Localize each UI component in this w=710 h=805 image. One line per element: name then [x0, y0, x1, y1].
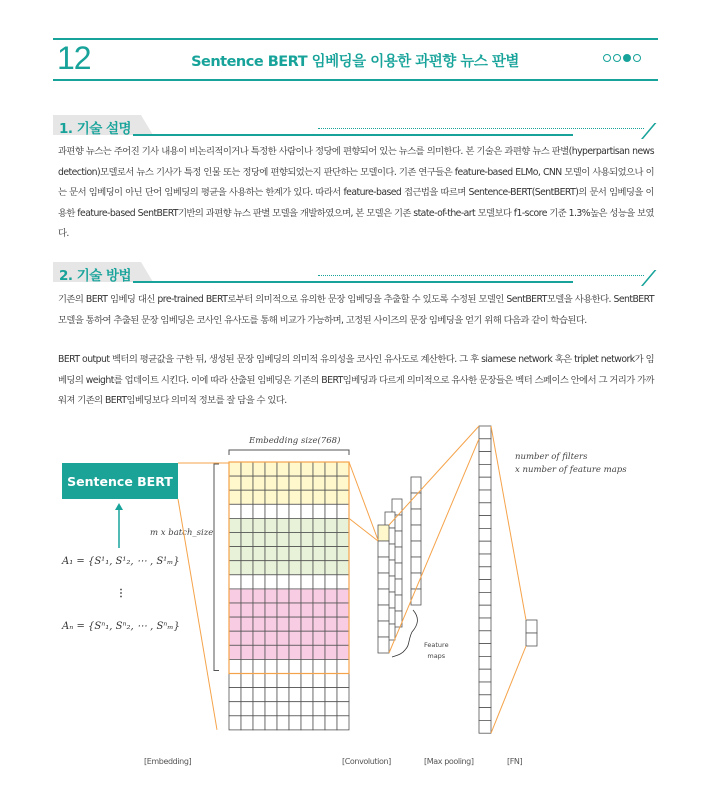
embedding-cell — [229, 575, 241, 589]
embedding-cell — [229, 476, 241, 490]
embedding-cell — [277, 603, 289, 617]
embedding-cell — [313, 688, 325, 702]
maxpool-cell — [479, 528, 491, 541]
embedding-cell — [277, 659, 289, 673]
embedding-cell — [325, 547, 337, 561]
embedding-cell — [313, 462, 325, 476]
embedding-cell — [229, 603, 241, 617]
embedding-cell — [229, 589, 241, 603]
embedding-cell — [241, 617, 253, 631]
embedding-cell — [229, 533, 241, 547]
embedding-cell — [241, 603, 253, 617]
document-title: Sentence BERT 임베딩을 이용한 과편향 뉴스 판별 — [191, 54, 519, 70]
embedding-cell — [289, 688, 301, 702]
embedding-cell — [277, 631, 289, 645]
maxpool-cell — [479, 682, 491, 695]
section-2-paragraph-1: 기존의 BERT 임베딩 대신 pre-trained BERT로부터 의미적으로 유의한 문장 임베딩을 추출할 수 있도록 수정된 모델인 SentBERT모델을 사용한다. SentBERT모델을 통하여 추출된 문장 임베딩은 코사인 유사도를 통해 비교가 가능하며, 고정된 사이즈의 문장 임베딩을 얻기 위해 다음과 같이 학습된다. — [58, 294, 654, 326]
embedding-cell — [325, 659, 337, 673]
embedding-cell — [277, 518, 289, 532]
embedding-cell — [337, 603, 349, 617]
feature-map-cell — [411, 509, 421, 525]
feature-map-cell — [378, 589, 389, 605]
embedding-cell — [241, 561, 253, 575]
embedding-cell — [325, 688, 337, 702]
embedding-cell — [325, 518, 337, 532]
embedding-cell — [241, 716, 253, 730]
embedding-cell — [277, 561, 289, 575]
embedding-cell — [337, 659, 349, 673]
embedding-cell — [241, 645, 253, 659]
embedding-cell — [313, 547, 325, 561]
conv-filter-line-top — [349, 462, 378, 540]
embedding-cell — [253, 533, 265, 547]
fn-cell — [526, 620, 537, 633]
embedding-cell — [337, 504, 349, 518]
pool-line-bottom — [389, 439, 479, 653]
embedding-cell — [253, 631, 265, 645]
embedding-cell — [265, 476, 277, 490]
embedding-cell — [241, 504, 253, 518]
embedding-cell — [265, 504, 277, 518]
embedding-cell — [253, 575, 265, 589]
embedding-cell — [253, 716, 265, 730]
embedding-cell — [265, 533, 277, 547]
embedding-cell — [277, 688, 289, 702]
embedding-cell — [241, 659, 253, 673]
embedding-cell — [289, 702, 301, 716]
embedding-cell — [253, 589, 265, 603]
embedding-cell — [337, 617, 349, 631]
embedding-cell — [337, 533, 349, 547]
embedding-cell — [229, 631, 241, 645]
embedding-cell — [313, 476, 325, 490]
embedding-cell — [301, 547, 313, 561]
embedding-cell — [277, 674, 289, 688]
filters-label-line1: number of filters — [515, 452, 588, 462]
bert-to-embedding-line-bottom — [178, 499, 217, 730]
embedding-cell — [277, 533, 289, 547]
embedding-cell — [337, 716, 349, 730]
embedding-cell — [301, 617, 313, 631]
maxpool-cell — [479, 477, 491, 490]
embedding-cell — [229, 504, 241, 518]
maxpool-cell — [479, 656, 491, 669]
embedding-cell — [325, 504, 337, 518]
batch-size-label: m x batch_size — [150, 528, 214, 538]
maxpool-cell — [479, 439, 491, 452]
embedding-cell — [301, 688, 313, 702]
caption-max-pooling: [Max pooling] — [424, 757, 474, 766]
embedding-cell — [289, 547, 301, 561]
embedding-cell — [313, 659, 325, 673]
embedding-cell — [253, 645, 265, 659]
embedding-cell — [337, 688, 349, 702]
embedding-cell — [289, 561, 301, 575]
embedding-cell — [277, 617, 289, 631]
embedding-cell — [313, 504, 325, 518]
embedding-cell — [313, 631, 325, 645]
embedding-cell — [337, 674, 349, 688]
embedding-cell — [313, 561, 325, 575]
embedding-cell — [337, 462, 349, 476]
embedding-cell — [337, 702, 349, 716]
page-number: 12 — [57, 40, 91, 76]
embedding-cell — [241, 462, 253, 476]
embedding-cell — [301, 504, 313, 518]
embedding-cell — [253, 659, 265, 673]
embedding-cell — [265, 490, 277, 504]
maxpool-cell — [479, 516, 491, 529]
embedding-cell — [313, 674, 325, 688]
embedding-cell — [265, 716, 277, 730]
feature-map-cell — [378, 573, 389, 589]
embedding-cell — [241, 533, 253, 547]
embedding-cell — [253, 674, 265, 688]
embedding-cell — [253, 702, 265, 716]
embedding-cell — [313, 617, 325, 631]
maxpool-cell — [479, 490, 491, 503]
embedding-cell — [301, 674, 313, 688]
maxpool-cell — [479, 464, 491, 477]
embedding-cell — [265, 674, 277, 688]
embedding-cell — [241, 674, 253, 688]
maxpool-cell — [479, 720, 491, 733]
feature-maps-label-line1: Feature — [424, 641, 449, 649]
embedding-cell — [337, 561, 349, 575]
fn-line-bottom — [491, 646, 526, 733]
filters-label-line2: x number of feature maps — [515, 465, 627, 475]
embedding-cell — [301, 462, 313, 476]
embedding-cell — [265, 688, 277, 702]
embedding-cell — [277, 547, 289, 561]
embedding-cell — [265, 659, 277, 673]
embedding-cell — [229, 702, 241, 716]
embedding-cell — [289, 617, 301, 631]
embedding-cell — [301, 702, 313, 716]
caption-convolution: [Convolution] — [342, 757, 391, 766]
embedding-cell — [289, 659, 301, 673]
embedding-cell — [253, 490, 265, 504]
maxpool-cell — [479, 708, 491, 721]
embedding-cell — [301, 659, 313, 673]
embedding-cell — [325, 476, 337, 490]
sentence-bert-box: Sentence BERT — [62, 463, 178, 499]
embedding-cell — [337, 490, 349, 504]
batch-size-bracket — [214, 464, 219, 671]
embedding-cell — [289, 504, 301, 518]
feature-map-cell — [411, 525, 421, 541]
maxpool-cell — [479, 426, 491, 439]
feature-map-cell — [378, 605, 389, 621]
embedding-cell — [241, 688, 253, 702]
embedding-cell — [229, 462, 241, 476]
embedding-cell — [229, 659, 241, 673]
embedding-cell — [277, 490, 289, 504]
embedding-cell — [325, 617, 337, 631]
feature-map-cell — [378, 621, 389, 637]
embedding-cell — [337, 476, 349, 490]
embedding-cell — [265, 547, 277, 561]
embedding-cell — [229, 617, 241, 631]
embedding-cell — [325, 631, 337, 645]
embedding-cell — [241, 575, 253, 589]
caption-fn: [FN] — [507, 757, 523, 766]
maxpool-cell — [479, 644, 491, 657]
embedding-cell — [337, 518, 349, 532]
embedding-cell — [265, 518, 277, 532]
embedding-cell — [253, 561, 265, 575]
embedding-cell — [289, 476, 301, 490]
embedding-cell — [241, 490, 253, 504]
embedding-cell — [229, 547, 241, 561]
embedding-cell — [313, 702, 325, 716]
section-1-paragraph: 과편향 뉴스는 주어진 기사 내용이 비논리적이거나 특정한 사람이나 정당에 편향되어 있는 뉴스를 의미한다. 본 기술은 과편향 뉴스 판별(hyperpartisan news detection)모델로서 뉴스 기사가 특정 인물 또는 정당에 편향되었는지 판단하는 모델이다. 기존 연구들은 feature-based ELMo, CNN 모델이 사용되었으나 이는 문서 임베딩이 아닌 단어 임베딩의 평균을 사용하는 한계가 있다. 따라서 feature-based 접근법을 따르며 Sentence-BERT(SentBERT)의 문서 임베딩을 이용한 feature-based SentBERT기반의 과편향 뉴스 판별 모델을 개발하였으며, 본 모델은 기존 state-of-the-art 모델보다 f1-score 기준 1.3%높은 성능을 보였다. — [58, 146, 654, 239]
feature-maps-label-line2: maps — [427, 652, 446, 660]
feature-map-cell — [411, 477, 421, 493]
embedding-cell — [301, 645, 313, 659]
maxpool-cell — [479, 605, 491, 618]
embedding-cell — [277, 462, 289, 476]
embedding-cell — [289, 589, 301, 603]
formula-last-batch: Aₙ = {Sⁿ₁, Sⁿ₂, ⋯ , Sⁿₘ} — [62, 621, 180, 632]
maxpool-cell — [479, 631, 491, 644]
maxpool-cell — [479, 669, 491, 682]
embedding-cell — [277, 476, 289, 490]
embedding-cell — [265, 702, 277, 716]
section-2-paragraph-2: BERT output 벡터의 평균값을 구한 뒤, 생성된 문장 임베딩의 의미적 유의성을 코사인 유사도로 계산한다. 그 후 siamese network 혹은 triplet network가 임베딩의 weight를 업데이트 시킨다. 이에 따라 산출된 임베딩은 기존의 BERT임베딩과 다르게 의미적으로 유사한 문장들은 벡터 스페이스 안에서 그 거리가 가까워져 기존의 BERT임베딩보다 의미적 정보를 잘 담을 수 있다. — [58, 354, 654, 406]
embedding-cell — [253, 688, 265, 702]
embedding-cell — [337, 631, 349, 645]
embedding-cell — [229, 518, 241, 532]
embedding-cell — [301, 490, 313, 504]
embedding-cell — [253, 603, 265, 617]
embedding-cell — [337, 645, 349, 659]
embedding-cell — [241, 476, 253, 490]
embedding-cell — [229, 674, 241, 688]
embedding-cell — [301, 575, 313, 589]
embedding-cell — [265, 617, 277, 631]
embedding-cell — [313, 518, 325, 532]
embedding-cell — [265, 561, 277, 575]
embedding-cell — [313, 603, 325, 617]
embedding-cell — [337, 575, 349, 589]
embedding-cell — [325, 603, 337, 617]
embedding-size-bracket — [229, 450, 349, 455]
maxpool-cell — [479, 580, 491, 593]
caption-embedding: [Embedding] — [144, 757, 192, 766]
pool-line-top — [389, 426, 479, 525]
embedding-cell — [265, 645, 277, 659]
embedding-cell — [289, 462, 301, 476]
embedding-cell — [301, 561, 313, 575]
embedding-cell — [277, 645, 289, 659]
embedding-cell — [301, 716, 313, 730]
embedding-cell — [253, 462, 265, 476]
embedding-cell — [241, 702, 253, 716]
feature-map-cell — [378, 541, 389, 557]
maxpool-cell — [479, 618, 491, 631]
feature-map-cell — [378, 637, 389, 653]
embedding-cell — [253, 504, 265, 518]
section-title: 2. 기술 방법 — [59, 268, 132, 284]
embedding-cell — [265, 631, 277, 645]
embedding-cell — [253, 617, 265, 631]
embedding-cell — [241, 547, 253, 561]
formula-ellipsis: ⋮ — [116, 588, 126, 599]
embedding-cell — [277, 575, 289, 589]
embedding-cell — [313, 716, 325, 730]
maxpool-cell — [479, 452, 491, 465]
embedding-cell — [325, 575, 337, 589]
maxpool-cell — [479, 592, 491, 605]
embedding-cell — [253, 547, 265, 561]
embedding-cell — [241, 631, 253, 645]
maxpool-cell — [479, 554, 491, 567]
embedding-cell — [325, 674, 337, 688]
embedding-cell — [301, 518, 313, 532]
embedding-cell — [241, 589, 253, 603]
embedding-cell — [301, 476, 313, 490]
embedding-cell — [337, 589, 349, 603]
embedding-cell — [289, 575, 301, 589]
fn-cell — [526, 633, 537, 646]
maxpool-cell — [479, 567, 491, 580]
embedding-cell — [301, 603, 313, 617]
embedding-cell — [325, 533, 337, 547]
embedding-cell — [253, 518, 265, 532]
maxpool-cell — [479, 695, 491, 708]
feature-map-cell — [411, 541, 421, 557]
embedding-cell — [301, 589, 313, 603]
embedding-cell — [277, 504, 289, 518]
embedding-cell — [301, 631, 313, 645]
embedding-cell — [313, 589, 325, 603]
embedding-cell — [325, 645, 337, 659]
embedding-cell — [301, 533, 313, 547]
embedding-cell — [229, 645, 241, 659]
feature-map-cell — [411, 557, 421, 573]
maxpool-cell — [479, 503, 491, 516]
input-arrow-head — [115, 503, 123, 510]
embedding-cell — [289, 518, 301, 532]
embedding-cell — [265, 589, 277, 603]
embedding-cell — [289, 645, 301, 659]
embedding-cell — [277, 716, 289, 730]
embedding-cell — [313, 575, 325, 589]
embedding-cell — [325, 462, 337, 476]
feature-map-cell — [378, 557, 389, 573]
embedding-cell — [277, 702, 289, 716]
embedding-cell — [253, 476, 265, 490]
embedding-cell — [265, 575, 277, 589]
formula-first-batch: A₁ = {S¹₁, S¹₂, ⋯ , S¹ₘ} — [62, 556, 180, 567]
feature-map-cell — [378, 525, 389, 541]
embedding-size-label: Embedding size(768) — [249, 436, 341, 446]
embedding-cell — [313, 533, 325, 547]
maxpool-cell — [479, 541, 491, 554]
embedding-cell — [289, 490, 301, 504]
embedding-cell — [325, 490, 337, 504]
embedding-cell — [289, 603, 301, 617]
embedding-cell — [277, 589, 289, 603]
fn-line-top — [491, 426, 526, 620]
embedding-cell — [325, 561, 337, 575]
embedding-cell — [265, 462, 277, 476]
embedding-cell — [313, 490, 325, 504]
embedding-cell — [289, 716, 301, 730]
embedding-cell — [325, 716, 337, 730]
embedding-cell — [325, 589, 337, 603]
embedding-cell — [289, 674, 301, 688]
embedding-cell — [229, 716, 241, 730]
embedding-cell — [229, 490, 241, 504]
embedding-cell — [313, 645, 325, 659]
embedding-cell — [289, 533, 301, 547]
embedding-cell — [229, 688, 241, 702]
embedding-cell — [289, 631, 301, 645]
embedding-cell — [265, 603, 277, 617]
embedding-cell — [229, 561, 241, 575]
section-title: 1. 기술 설명 — [59, 121, 132, 137]
embedding-cell — [337, 547, 349, 561]
embedding-cell — [241, 518, 253, 532]
embedding-cell — [325, 702, 337, 716]
